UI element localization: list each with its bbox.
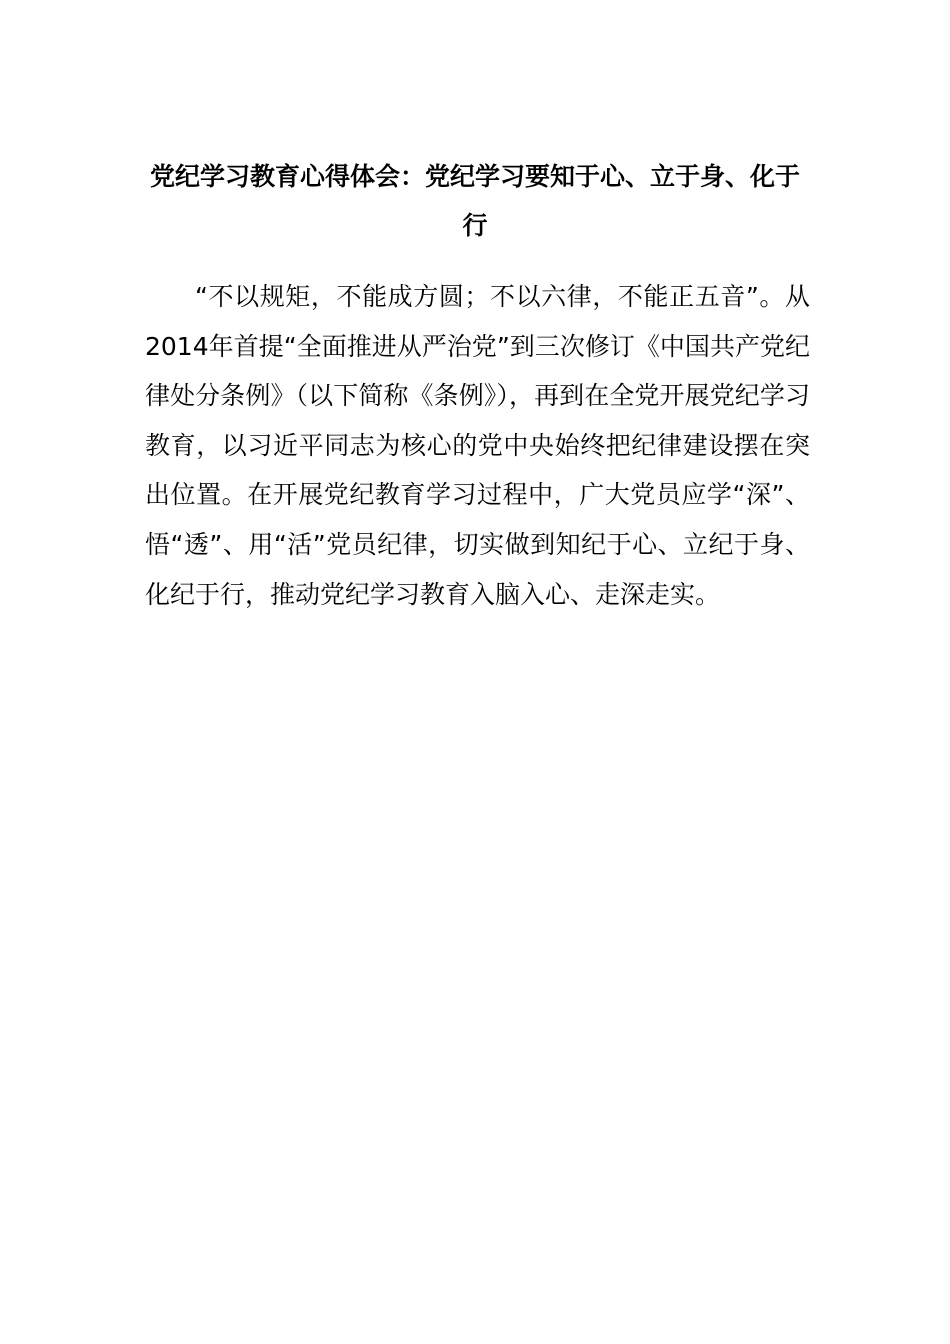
document-title: 党纪学习教育心得体会：党纪学习要知于心、立于身、化于行 xyxy=(149,162,800,240)
body-paragraph: “不以规矩，不能成方圆；不以六律，不能正五音”。从2014年首提“全面推进从严治党”到三次修订《中国共产党纪律处分条例》（以下简称《条例》），再到在全党开展党纪学习教育，以习近平同志为核心的党中央始终把纪律建设摆在突出位置。在开展党纪教育学习过程中，广大党员应学“深”、悟“透”、用“活”党员纪律，切实做到知纪于心、立纪于身、化纪于行，推动党纪学习教育入脑入心、走深走实。 xyxy=(145,282,810,609)
